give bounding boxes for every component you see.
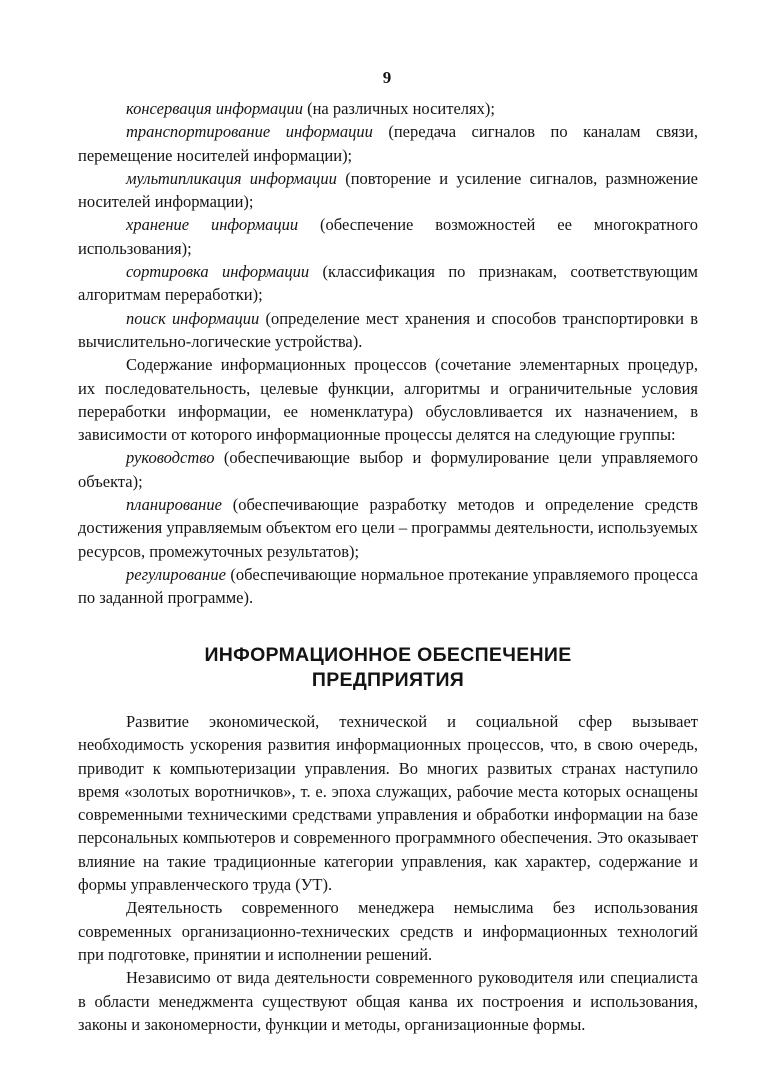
section-heading-line-2: ПРЕДПРИЯТИЯ — [311, 669, 465, 691]
list-item-info-transport — [78, 120, 698, 167]
list-item-term: транспортирование информации — [126, 122, 373, 142]
list-item-text: (на различных носителях); — [302, 99, 495, 118]
list-item-term: мультипликация информации — [126, 168, 337, 188]
group-item-term: руководство — [126, 448, 215, 468]
list-item-text: (определение мест хранения и способов транспортировки в вычислительно-логические устройства). — [78, 308, 698, 351]
group-item-text: (обеспечивающие нормальное протекание управляемого процесса по заданной программе). — [78, 564, 698, 608]
group-item-planning — [78, 493, 698, 563]
list-item-info-search — [78, 307, 698, 354]
list-item-term: сортировка информации — [126, 262, 310, 282]
list-item-term: хранение информации — [126, 215, 299, 235]
group-item-term: планирование — [126, 495, 222, 515]
list-item-info-multiplication — [78, 167, 698, 214]
list-item-term: консервация информации — [126, 99, 303, 118]
list-item-text: (передача сигналов по каналам связи, перемещение носителей информации); — [78, 122, 699, 165]
group-item-term: регулирование — [126, 564, 226, 584]
list-item-info-conservation — [78, 97, 698, 120]
upper-text-block — [78, 97, 698, 610]
list-item-text: (классификация по признакам, соответствующим алгоритмам переработки); — [78, 262, 698, 305]
list-item-term: поиск информации — [126, 308, 260, 328]
section-heading-line-1: ИНФОРМАЦИОННОЕ ОБЕСПЕЧЕНИЕ — [204, 644, 572, 666]
group-item-text: (обеспечивающие разработку методов и определение средств достижения управляемым объектом его цели – программы деятельности, используемых ресурсов, промежуточных результатов); — [78, 495, 698, 561]
lower-text-block — [78, 710, 698, 1036]
list-item-info-sorting — [78, 260, 698, 307]
body-paragraph: Деятельность современного менеджера немыслима без использования современных организационно-технических средств и информационных технологий при подготовке, принятии и исполнении решений. — [78, 898, 698, 964]
list-item-info-storage — [78, 213, 698, 260]
list-item-text: (обеспечение возможностей ее многократного использования); — [78, 215, 698, 258]
body-paragraph: Развитие экономической, технической и социальной сфер вызывает необходимость ускорения развития информационных процессов, что, в свою очередь, приводит к компьютеризации управления. Во многих развитых странах наступило время «золотых воротничков», т. е. эпоха служащих, рабочие места которых оснащены современными техническими средствами управления и обработки информации на базе персональных компьютеров и современного программного обеспечения. Это оказывает влияние на такие традиционные категории управления, как характер, содержание и формы управленческого труда (УТ). — [78, 712, 698, 895]
content-paragraph: Содержание информационных процессов (сочетание элементарных процедур, их последовательность, целевые функции, алгоритмы и ограничительные условия переработки информации, ее номенклатура) обусловливается их назначением, в зависимости от которого информационные процессы делятся на следующие группы: — [78, 355, 698, 445]
group-item-text: (обеспечивающие выбор и формулирование цели управляемого объекта); — [78, 448, 698, 491]
list-item-text: (повторение и усиление сигналов, размножение носителей информации); — [78, 168, 699, 212]
page-number: 9 — [382, 68, 392, 87]
section-heading — [78, 643, 698, 693]
body-paragraph: Независимо от вида деятельности современного руководителя или специалиста в области менеджмента существуют общая канва их построения и использования, законы и закономерности, функции и методы, организационные формы. — [78, 968, 698, 1034]
group-item-leadership — [78, 446, 698, 493]
group-item-regulation — [78, 563, 698, 610]
